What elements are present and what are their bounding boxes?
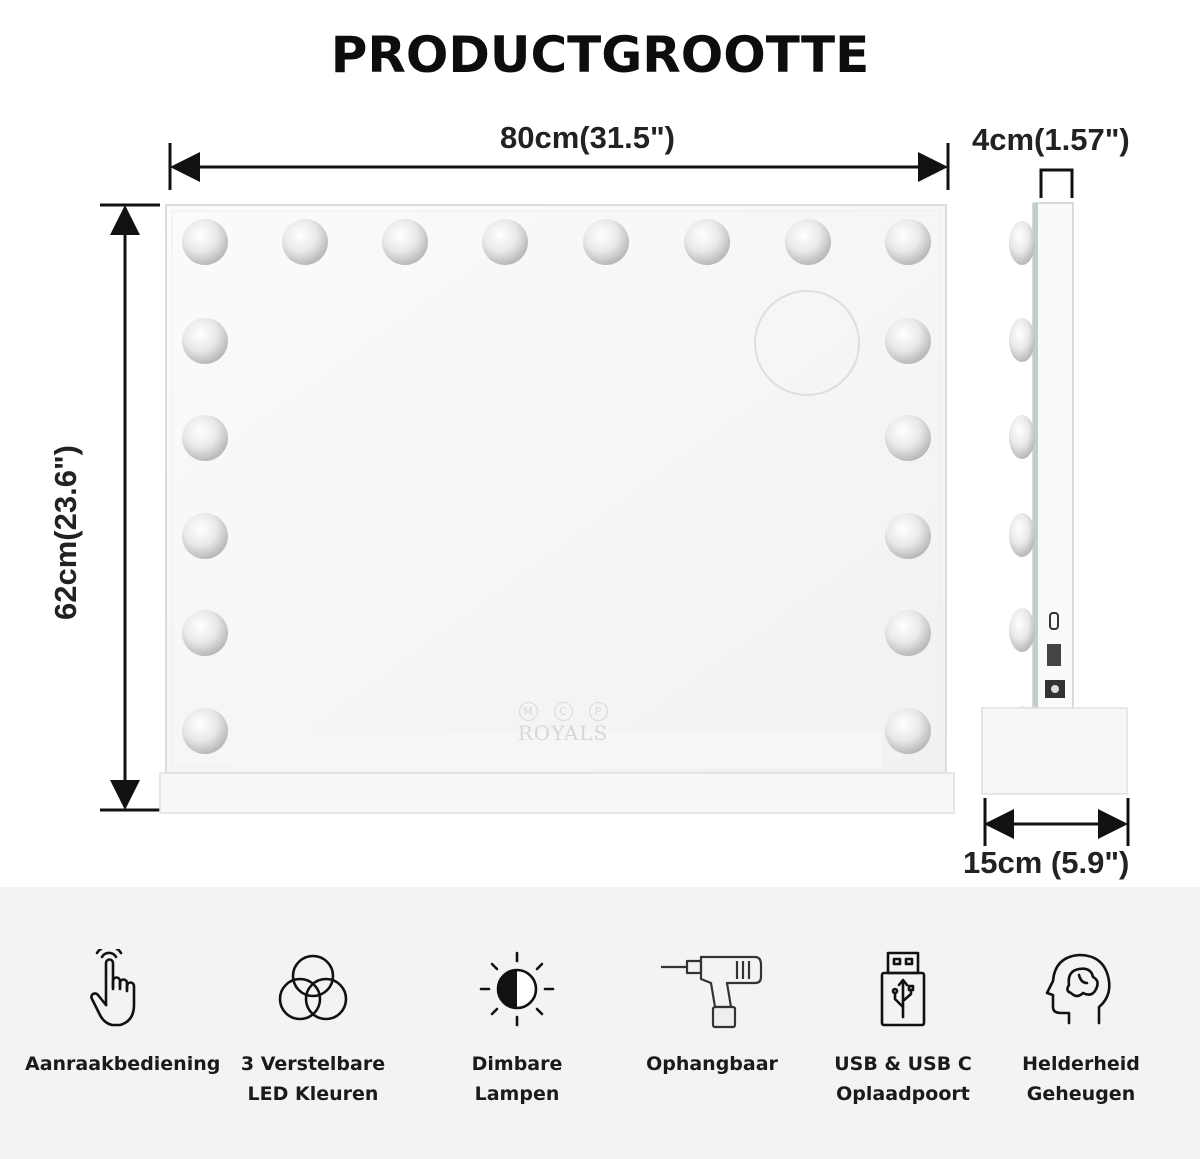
feature-label: Helderheid Geheugen xyxy=(1022,1053,1140,1105)
brand-word: ROYALS xyxy=(517,721,609,745)
feature-label: USB & USB C Oplaadpoort xyxy=(834,1053,972,1105)
color-circles-icon xyxy=(273,949,353,1029)
width-label: 80cm(31.5") xyxy=(500,120,675,155)
depth-label: 4cm(1.57") xyxy=(972,122,1130,157)
brand-letter: M xyxy=(519,702,538,721)
features-band xyxy=(0,887,1200,1159)
head-brain-icon xyxy=(1041,949,1121,1029)
drill-icon xyxy=(657,949,767,1029)
feature-label: Ophangbaar xyxy=(646,1053,778,1075)
brand-letter: C xyxy=(554,702,573,721)
brand-logo xyxy=(508,700,618,745)
page-title: PRODUCTGROOTTE xyxy=(330,26,870,84)
brightness-half-icon xyxy=(477,949,557,1029)
usb-icon xyxy=(873,949,933,1029)
feature-label: 3 Verstelbare LED Kleuren xyxy=(240,1053,386,1105)
brand-letter: P xyxy=(589,702,608,721)
base-depth-label: 15cm (5.9") xyxy=(963,845,1130,880)
touch-hand-icon xyxy=(80,949,150,1029)
mirror-side-view xyxy=(982,170,1128,846)
feature-label: Dimbare Lampen xyxy=(471,1053,563,1105)
height-dimension-arrow xyxy=(100,205,160,810)
feature-label: Aanraakbediening xyxy=(25,1053,221,1075)
height-label: 62cm(23.6") xyxy=(48,445,83,620)
